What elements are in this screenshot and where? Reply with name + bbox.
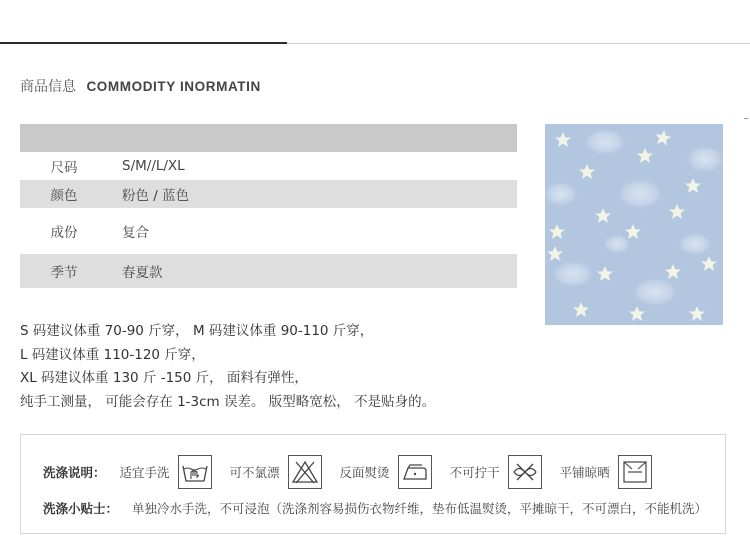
spec-label: 成份 bbox=[50, 225, 78, 241]
spec-table bbox=[20, 124, 517, 288]
care-tips-row bbox=[43, 499, 707, 517]
spec-label: 颜色 bbox=[50, 188, 78, 204]
note-line: 纯手工测量， 可能会存在 1-3cm 误差。 版型略宽松， 不是贴身的。 bbox=[20, 393, 436, 410]
spec-value: 粉色 / 蓝色 bbox=[122, 188, 190, 204]
header-rule-light bbox=[287, 43, 750, 44]
care-instructions-box bbox=[20, 434, 726, 534]
size-notes bbox=[20, 320, 435, 414]
no-bleach-icon bbox=[288, 455, 322, 489]
spec-table-header bbox=[20, 124, 517, 152]
fabric-swatch-image bbox=[545, 124, 723, 325]
header-rule-dark bbox=[0, 42, 287, 44]
care-item-label: 平铺晾晒 bbox=[559, 465, 610, 480]
spec-row-size bbox=[20, 152, 517, 180]
care-item-no-wring bbox=[450, 455, 542, 489]
spec-value: 春夏款 bbox=[122, 265, 163, 281]
spec-label: 季节 bbox=[50, 265, 78, 281]
care-item-label: 不可拧干 bbox=[449, 465, 500, 480]
note-line: S 码建议体重 70-90 斤穿， M 码建议体重 90-110 斤穿， bbox=[20, 323, 374, 339]
care-item-label: 适宜手洗 bbox=[119, 465, 170, 480]
spec-value: S/M//L/XL bbox=[122, 158, 185, 174]
section-title bbox=[20, 76, 261, 96]
wash-label: 洗涤说明： bbox=[43, 465, 106, 480]
dry-flat-icon bbox=[618, 455, 652, 489]
care-item-no-bleach bbox=[230, 455, 322, 489]
hand-wash-icon bbox=[178, 455, 212, 489]
section-title-cn: 商品信息 bbox=[20, 79, 76, 95]
no-wring-icon bbox=[508, 455, 542, 489]
tips-label: 洗涤小贴士： bbox=[43, 501, 119, 516]
section-title-en: COMMODITY INORMATIN bbox=[86, 79, 261, 94]
spec-row-color bbox=[20, 180, 517, 208]
care-icons-row bbox=[43, 455, 670, 489]
note-line: L 码建议体重 110-120 斤穿， bbox=[20, 346, 205, 363]
care-item-label: 反面熨烫 bbox=[339, 465, 390, 480]
care-item-dry-flat bbox=[560, 455, 652, 489]
spec-row-season bbox=[20, 254, 517, 288]
iron-icon bbox=[398, 455, 432, 489]
care-item-label: 可不氯漂 bbox=[229, 465, 280, 480]
spec-row-material bbox=[20, 208, 517, 254]
care-item-hand-wash bbox=[120, 455, 212, 489]
tips-text: 单独冷水手洗，不可浸泡（洗涤剂容易损伤衣物纤维，垫布低温熨烫，平摊晾干，不可漂白，不能机洗） bbox=[132, 501, 708, 516]
spec-label: 尺码 bbox=[50, 160, 78, 176]
note-line: XL 码建议体重 130 斤 -150 斤， 面料有弹性， bbox=[20, 370, 308, 386]
spec-value: 复合 bbox=[122, 225, 149, 241]
edge-tick bbox=[744, 118, 748, 119]
care-item-iron bbox=[340, 455, 432, 489]
